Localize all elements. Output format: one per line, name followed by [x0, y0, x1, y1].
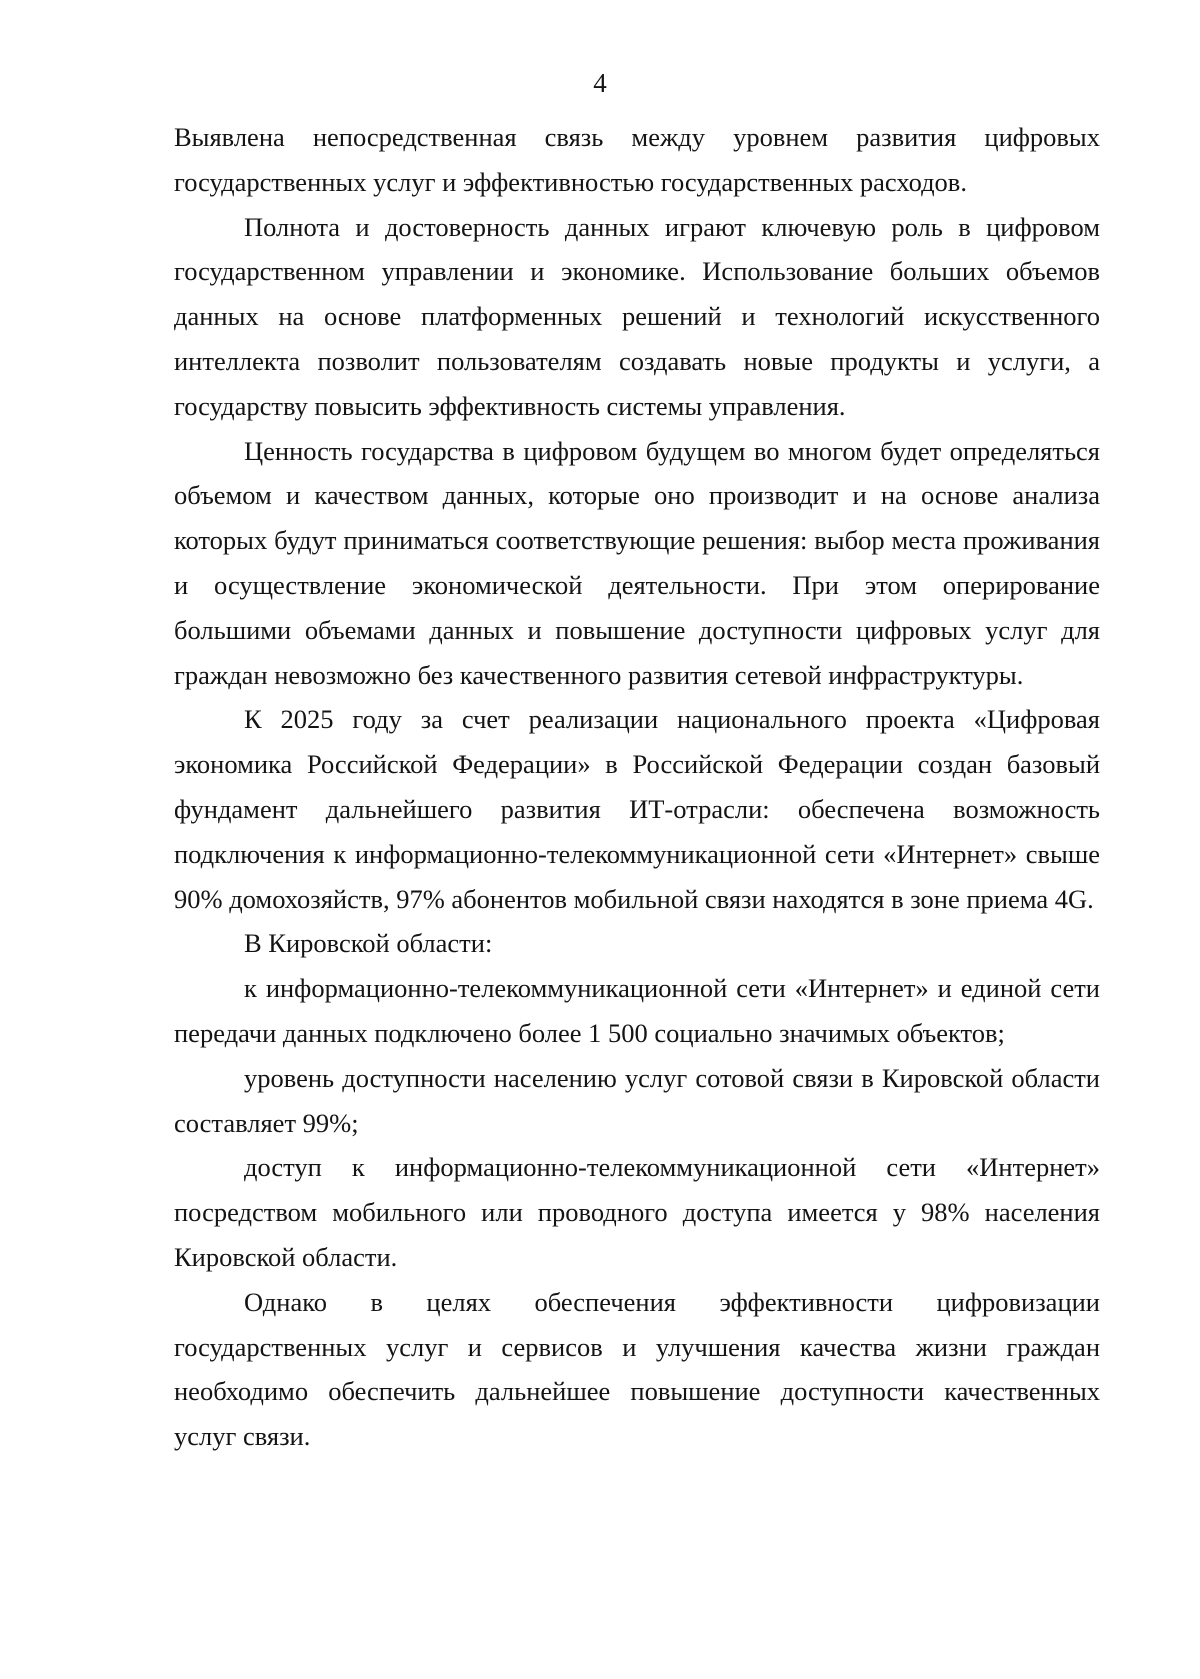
paragraph-2: Полнота и достоверность данных играют ключевую роль в цифровом государственном управлении и экономике. Использование больших объемов данных на основе платформенных решений и технологий искусственного интеллекта позволит пользователям создавать новые продукты и услуги, а государству повысить эффективность системы управления. — [174, 211, 1100, 421]
paragraph-1: Выявлена непосредственная связь между уровнем развития цифровых государственных услуг и эффективностью государственных расходов. — [174, 122, 1100, 197]
paragraph-4: К 2025 году за счет реализации национального проекта «Цифровая экономика Российской Федерации» в Российской Федерации создан базовый фундамент дальнейшего развития ИТ-отрасли: обеспечена возможность подключения к информационно-телекоммуникационной сети «Интернет» свыше 90% домохозяйств, 97% абонентов мобильной связи находятся в зоне приема 4G. — [174, 704, 1100, 914]
paragraph-9: Однако в целях обеспечения эффективности цифровизации государственных услуг и сервисов и улучшения качества жизни граждан необходимо обеспечить дальнейшее повышение доступности качественных услуг связи. — [174, 1286, 1100, 1452]
paragraph-5: В Кировской области: — [244, 928, 493, 959]
page-number: 4 — [593, 68, 607, 98]
paragraph-6: к информационно-телекоммуникационной сети «Интернет» и единой сети передачи данных подключено более 1 500 социально значимых объектов; — [174, 973, 1100, 1048]
paragraph-8: доступ к информационно-телекоммуникационной сети «Интернет» посредством мобильного или проводного доступа имеется у 98% населения Кировской области. — [174, 1152, 1100, 1272]
paragraph-3: Ценность государства в цифровом будущем во многом будет определяться объемом и качеством данных, которые оно производит и на основе анализа которых будут приниматься соответствующие решения: выбор места проживания и осуществление экономической деятельности. При этом оперирование большими объемами данных и повышение доступности цифровых услуг для граждан невозможно без качественного развития сетевой инфраструктуры. — [174, 435, 1100, 690]
paragraph-7: уровень доступности населению услуг сотовой связи в Кировской области составляет 99%; — [174, 1062, 1100, 1138]
document-body — [174, 115, 1100, 1459]
